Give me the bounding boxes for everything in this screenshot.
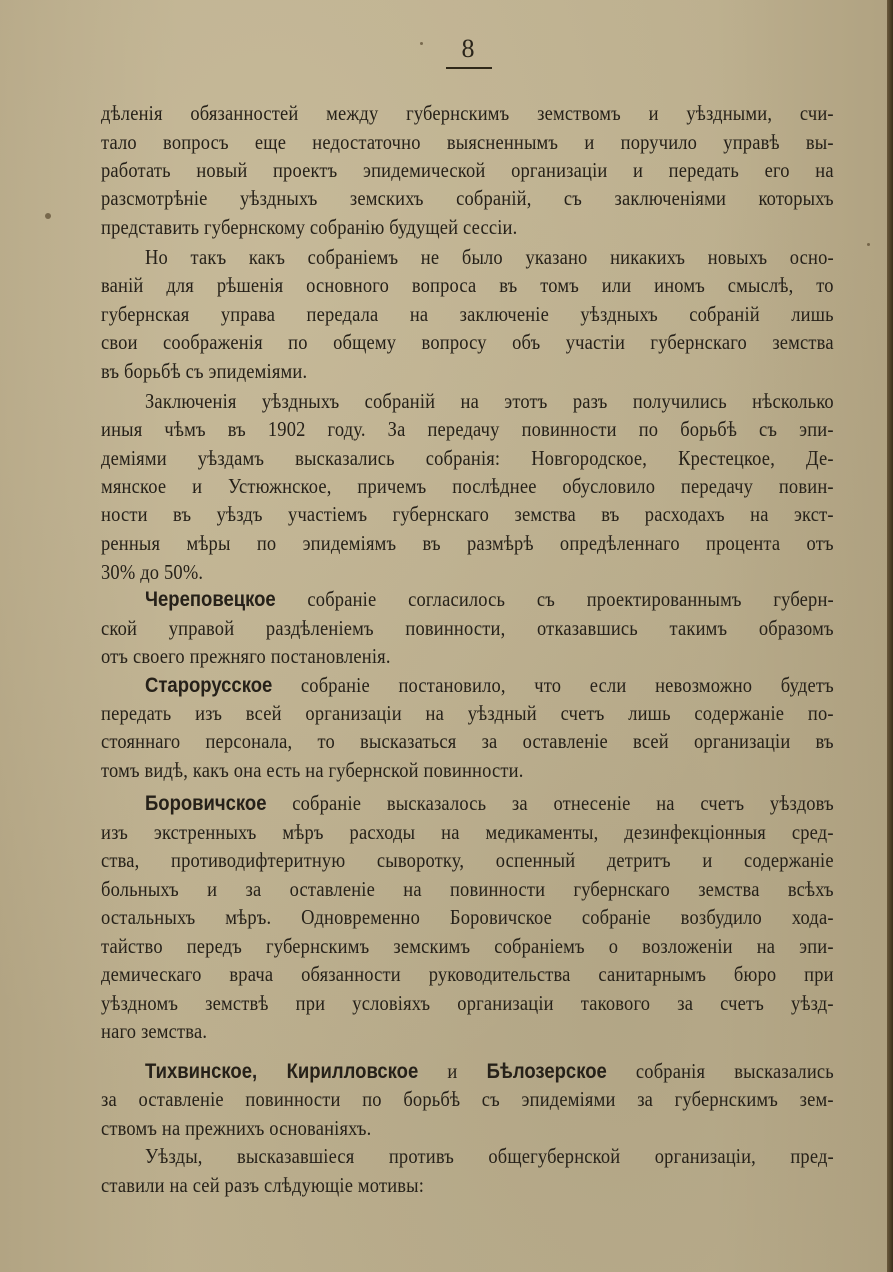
text-line: передать изъ всей организаціи на уѣздный счетъ лишь содержаніе по- bbox=[101, 701, 834, 725]
text-line: дѣленія обязанностей между губернскимъ земствомъ и уѣздными, счи- bbox=[101, 101, 834, 125]
text-line: тало вопросъ еще недостаточно выясненнымъ и поручило управѣ вы- bbox=[101, 130, 834, 154]
text-line: Но такъ какъ собраніемъ не было указано никакихъ новыхъ осно- bbox=[145, 245, 834, 269]
text-line: томъ видѣ, какъ она есть на губернской повинности. bbox=[101, 758, 524, 782]
text-line: изъ экстренныхъ мѣръ расходы на медикаменты, дезинфекціонныя сред- bbox=[101, 820, 834, 844]
text-run: собранія высказались bbox=[606, 1059, 834, 1083]
text-line: демическаго врача обязанности руководительства санитарнымъ бюро при bbox=[101, 962, 834, 986]
district-name: Боровичское bbox=[145, 791, 267, 815]
text-line: представить губернскому собранію будущей сессіи. bbox=[101, 215, 518, 239]
text-line bbox=[145, 1057, 834, 1085]
text-line bbox=[145, 789, 834, 817]
text-line: наго земства. bbox=[101, 1019, 208, 1043]
text-line: ства, противодифтеритную сыворотку, оспенный детритъ и содержаніе bbox=[101, 848, 834, 872]
text-line: ской управой раздѣленіемъ повинности, отказавшись такимъ образомъ bbox=[101, 616, 834, 640]
text-line: больныхъ и за оставленіе на повинности губернскаго земства всѣхъ bbox=[101, 877, 834, 901]
text-line: ставили на сей разъ слѣдующіе мотивы: bbox=[101, 1173, 425, 1197]
text-line: губернская управа передала на заключеніе уѣздныхъ собраній лишь bbox=[101, 302, 834, 326]
text-run: собраніе согласилось съ проектированнымъ губерн- bbox=[275, 587, 834, 611]
paper-speck bbox=[45, 213, 51, 219]
text-line: работать новый проектъ эпидемической организаціи и передать его на bbox=[101, 158, 834, 182]
text-line: уѣздномъ земствѣ при условіяхъ организаціи такового за счетъ уѣзд- bbox=[101, 991, 834, 1015]
page-number: 8 bbox=[461, 34, 475, 63]
page-number-rule bbox=[446, 67, 492, 69]
text-run: и bbox=[418, 1059, 487, 1083]
district-name: Бѣлозерское bbox=[486, 1059, 607, 1083]
text-line: за оставленіе повинности по борьбѣ съ эпидеміями за губернскимъ зем- bbox=[101, 1087, 834, 1111]
district-name: Старорусское bbox=[145, 673, 273, 697]
text-line: мянское и Устюжнское, причемъ послѣднее обусловило передачу повин- bbox=[101, 474, 834, 498]
text-line: иныя чѣмъ въ 1902 году. За передачу повинности по борьбѣ съ эпи- bbox=[101, 417, 834, 441]
paper-speck bbox=[420, 42, 423, 45]
district-name: Тихвинское, Кирилловское bbox=[145, 1059, 419, 1083]
text-line: ности въ уѣздъ участіемъ губернскаго земства въ расходахъ на экст- bbox=[101, 502, 834, 526]
text-line: ваній для рѣшенія основного вопроса въ томъ или иномъ смыслѣ, то bbox=[101, 273, 834, 297]
text-line: Заключенія уѣздныхъ собраній на этотъ разъ получились нѣсколько bbox=[145, 389, 834, 413]
text-line: стояннаго персонала, то высказаться за оставленіе всей организаціи въ bbox=[101, 729, 834, 753]
text-line: въ борьбѣ съ эпидеміями. bbox=[101, 359, 308, 383]
text-run: собраніе высказалось за отнесеніе на счетъ уѣздовъ bbox=[266, 791, 834, 815]
paper-speck bbox=[867, 243, 870, 246]
text-line: Уѣзды, высказавшіеся противъ общегубернской организаціи, пред- bbox=[145, 1144, 834, 1168]
text-line: ренныя мѣры по эпидеміямъ въ размѣрѣ опредѣленнаго процента отъ bbox=[101, 531, 834, 555]
text-line: остальныхъ мѣръ. Одновременно Боровичское собраніе возбудило хода- bbox=[101, 905, 834, 929]
text-line: ствомъ на прежнихъ основаніяхъ. bbox=[101, 1116, 372, 1140]
district-name: Череповецкое bbox=[145, 587, 276, 611]
text-line bbox=[145, 671, 834, 699]
text-line: 30% до 50%. bbox=[101, 560, 204, 584]
page-edge-shadow bbox=[887, 0, 893, 1272]
text-line: тайство передъ губернскимъ земскимъ собраніемъ о возложеніи на эпи- bbox=[101, 934, 834, 958]
text-line: отъ своего прежняго постановленія. bbox=[101, 644, 391, 668]
text-line: деміями уѣздамъ высказались собранія: Новгородское, Крестецкое, Де- bbox=[101, 446, 834, 470]
text-line: разсмотрѣніе уѣздныхъ земскихъ собраній, съ заключеніями которыхъ bbox=[101, 186, 834, 210]
text-line: свои соображенія по общему вопросу объ участіи губернскаго земства bbox=[101, 330, 834, 354]
text-line bbox=[145, 585, 834, 613]
text-run: собраніе постановило, что если невозможно будетъ bbox=[272, 673, 834, 697]
